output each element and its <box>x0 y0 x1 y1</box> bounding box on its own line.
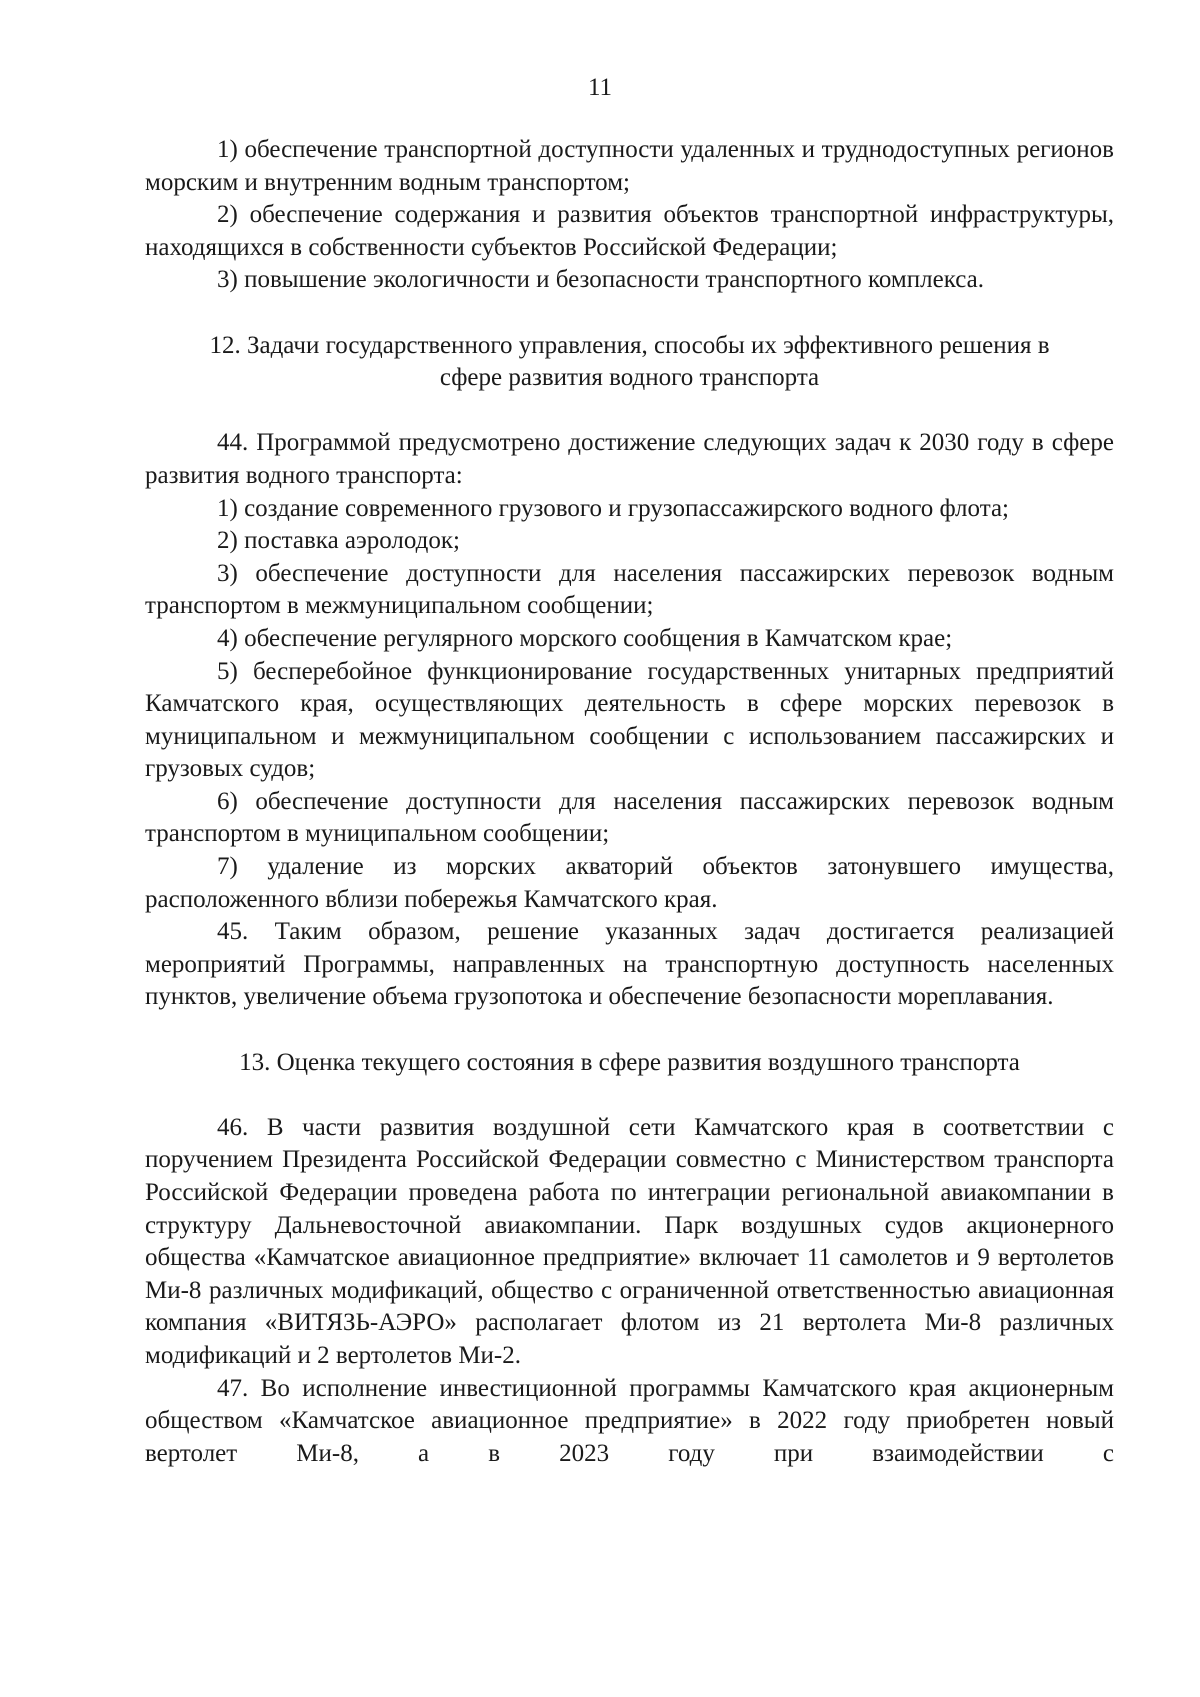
spacer <box>145 1014 1114 1047</box>
paragraph-44-item-7: 7) удаление из морских акваторий объектов затонувшего имущества, расположенного вблизи побережья Камчатского края. <box>145 853 1114 913</box>
paragraph-47: 47. Во исполнение инвестиционной программы Камчатского края акционерным обществом «Камчатское авиационное предприятие» в 2022 году приобретен новый вертолет Ми-8, а в 2023 году при взаимодействии с <box>145 1374 1114 1467</box>
paragraph-45: 45. Таким образом, решение указанных задач достигается реализацией мероприятий Программы, направленных на транспортную доступность населенных пунктов, увеличение объема грузопотока и обеспечение безопасности мореплавания. <box>145 918 1114 1011</box>
paragraph-item-2: 2) обеспечение содержания и развития объектов транспортной инфраструктуры, находящихся в собственности субъектов Российской Федерации; <box>145 201 1114 261</box>
paragraph-44: 44. Программой предусмотрено достижение следующих задач к 2030 году в сфере развития водного транспорта: <box>145 429 1114 489</box>
paragraph-item-1: 1) обеспечение транспортной доступности удаленных и труднодоступных регионов морским и внутренним водным транспортом; <box>145 136 1114 196</box>
section-12-heading-line-2: сфере развития водного транспорта <box>439 364 820 392</box>
paragraph-44-item-2: 2) поставка аэролодок; <box>217 527 460 555</box>
paragraph-item-3: 3) повышение экологичности и безопасности транспортного комплекса. <box>217 266 984 294</box>
paragraph-44-item-3: 3) обеспечение доступности для населения пассажирских перевозок водным транспортом в межмуниципальном сообщении; <box>145 559 1114 620</box>
spacer <box>145 297 1114 330</box>
paragraph-44-item-6: 6) обеспечение доступности для населения пассажирских перевозок водным транспортом в муниципальном сообщении; <box>145 787 1114 848</box>
spacer <box>145 395 1114 428</box>
section-12-heading-line-1: 12. Задачи государственного управления, способы их эффективного решения в <box>209 331 1050 359</box>
section-13-heading: 13. Оценка текущего состояния в сфере развития воздушного транспорта <box>239 1048 1020 1076</box>
paragraph-44-item-1: 1) создание современного грузового и грузопассажирского водного флота; <box>217 494 1009 522</box>
document-body <box>145 134 1114 1470</box>
page-number: 11 <box>587 74 613 101</box>
section-12-heading <box>145 330 1114 395</box>
paragraph-44-item-5: 5) бесперебойное функционирование государственных унитарных предприятий Камчатского края, осуществляющих деятельность в сфере морских перевозок в муниципальном и межмуниципальном сообщении с использованием пассажирских и грузовых судов; <box>145 657 1114 783</box>
paragraph-46: 46. В части развития воздушной сети Камчатского края в соответствии с поручением Президента Российской Федерации совместно с Министерством транспорта Российской Федерации проведена работа по интеграции региональной авиакомпании в структуру Дальневосточной авиакомпании. Парк воздушных судов акционерного общества «Камчатское авиационное предприятие» включает 11 самолетов и 9 вертолетов Ми-8 различных модификаций, общество с ограниченной ответственностью авиационная компания «ВИТЯЗЬ-АЭРО» располагает флотом из 21 вертолета Ми-8 различных модификаций и 2 вертолетов Ми-2. <box>145 1113 1114 1369</box>
spacer <box>145 1079 1114 1112</box>
paragraph-44-item-4: 4) обеспечение регулярного морского сообщения в Камчатском крае; <box>217 624 953 652</box>
